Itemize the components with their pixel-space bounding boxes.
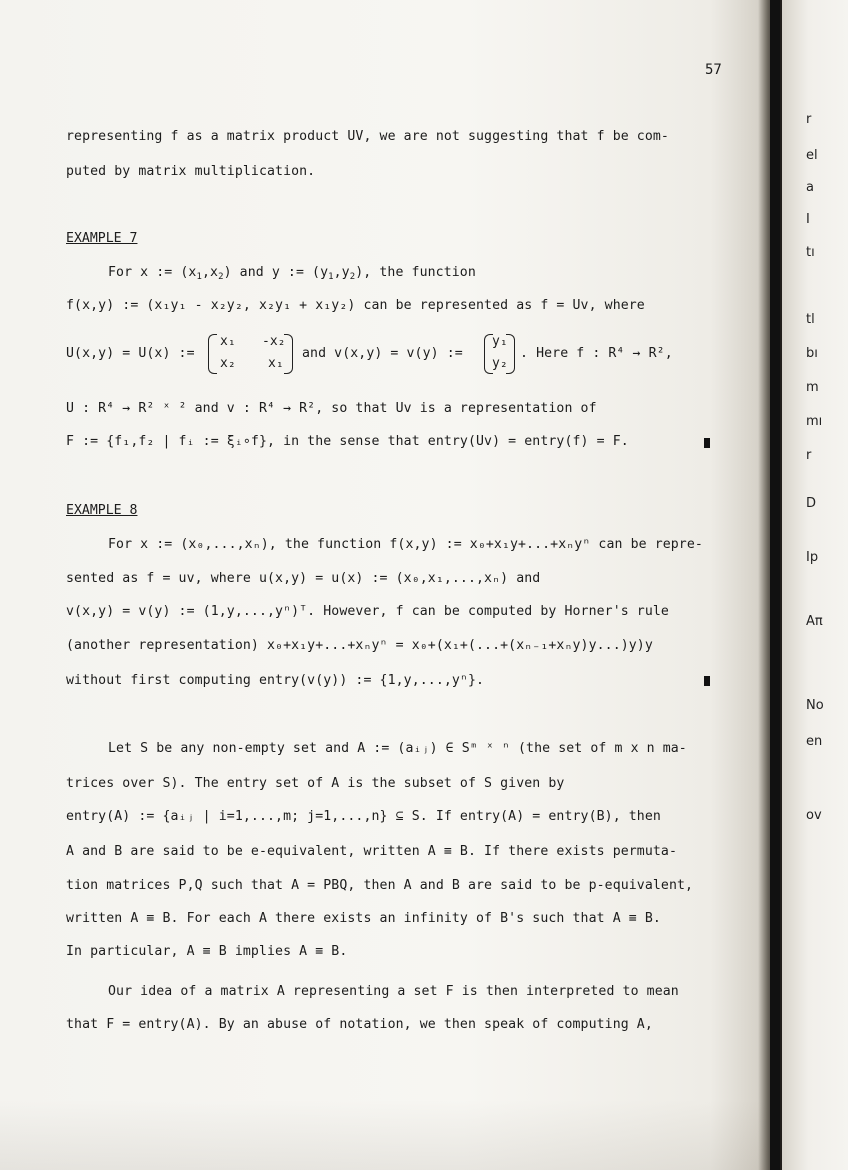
facing-page-fragment: D (806, 496, 817, 511)
facing-page (782, 0, 848, 1170)
end-of-proof-mark (704, 676, 710, 686)
matrix-bracket-left (208, 334, 217, 374)
text-line: sented as f = uv, where u(x,y) = u(x) := (x₀,x₁,...,xₙ) and (66, 571, 541, 586)
facing-page-fragment: tı (806, 245, 815, 260)
facing-page-fragment: No (806, 698, 824, 713)
text-line: tion matrices P,Q such that A = PBQ, then A and B are said to be p-equivalent, (66, 878, 694, 893)
text-line: that F = entry(A). By an abuse of notation, we then speak of computing A, (66, 1017, 653, 1032)
facing-page-fragment: ov (806, 808, 822, 823)
text-line: f(x,y) := (x₁y₁ - x₂y₂, x₂y₁ + x₁y₂) can be represented as f = Uv, where (66, 298, 645, 313)
facing-page-fragment: tl (806, 312, 815, 327)
facing-page-fragment: r (806, 112, 812, 127)
text-line: A and B are said to be e-equivalent, written A ≡ B. If there exists permuta- (66, 844, 678, 859)
facing-page-fragment: m (806, 380, 819, 395)
text-line: U : R⁴ → R² ˣ ² and v : R⁴ → R², so that Uv is a representation of (66, 401, 597, 416)
facing-page-fragment: mı (806, 414, 823, 429)
facing-page-fragment: Ip (806, 550, 819, 565)
matrix-cell: x₁ (220, 334, 236, 349)
book-spine (770, 0, 780, 1170)
page-shadow (0, 1100, 772, 1170)
text-line: Let S be any non-empty set and A := (aᵢⱼ) ∈ Sᵐ ˣ ⁿ (the set of m x n ma- (108, 741, 687, 756)
text-line: For x := (x₀,...,xₙ), the function f(x,y) := x₀+x₁y+...+xₙyⁿ can be repre- (108, 537, 703, 552)
text-line: entry(A) := {aᵢⱼ | i=1,...,m; j=1,...,n} ⊆ S. If entry(A) = entry(B), then (66, 809, 661, 824)
matrix-bracket-right (284, 334, 293, 374)
vector-bracket-right (506, 334, 515, 374)
text-line: . Here f : R⁴ → R², (520, 346, 673, 361)
text-line: and v(x,y) = v(y) := (302, 346, 463, 361)
matrix-cell: x₂ (220, 356, 236, 371)
text-line: In particular, A ≡ B implies A ≡ B. (66, 944, 348, 959)
example-7-heading: EXAMPLE 7 (66, 231, 138, 246)
facing-page-fragment: I (806, 212, 810, 227)
text-line: representing f as a matrix product UV, we are not suggesting that f be com- (66, 129, 669, 144)
text-line: without first computing entry(v(y)) := {1,y,...,yⁿ}. (66, 673, 485, 688)
text-line: Our idea of a matrix A representing a set F is then interpreted to mean (108, 984, 679, 999)
text-line: written A ≡ B. For each A there exists an infinity of B's such that A ≡ B. (66, 911, 661, 926)
text-line: U(x,y) = U(x) := (66, 346, 195, 361)
facing-page-fragment: a (806, 180, 814, 195)
text-line: puted by matrix multiplication. (66, 164, 316, 179)
text-line: F := {f₁,f₂ | fᵢ := ξᵢ∘f}, in the sense that entry(Uv) = entry(f) = F. (66, 434, 629, 449)
text-line: (another representation) x₀+x₁y+...+xₙyⁿ = x₀+(x₁+(...+(xₙ₋₁+xₙy)y...)y)y (66, 638, 653, 653)
facing-page-fragment: Aπ (806, 614, 823, 629)
text-line: For x := $(x_1,x_2)$ and y := $(y_1,y_2)$, the function (108, 265, 476, 282)
facing-page-fragment: en (806, 734, 823, 749)
facing-page-fragment: bı (806, 346, 818, 361)
vector-cell: y₁ (492, 334, 508, 349)
end-of-proof-mark (704, 438, 710, 448)
facing-page-fragment: r (806, 448, 812, 463)
matrix-cell: x₁ (268, 356, 284, 371)
text-line: v(x,y) = v(y) := (1,y,...,yⁿ)ᵀ. However, f can be computed by Horner's rule (66, 604, 669, 619)
vector-cell: y₂ (492, 356, 508, 371)
page-number: 57 (705, 62, 722, 78)
text-line: trices over S). The entry set of A is the subset of S given by (66, 776, 565, 791)
matrix-cell: -x₂ (262, 334, 286, 349)
example-8-heading: EXAMPLE 8 (66, 503, 138, 518)
facing-page-fragment: el (806, 148, 818, 163)
